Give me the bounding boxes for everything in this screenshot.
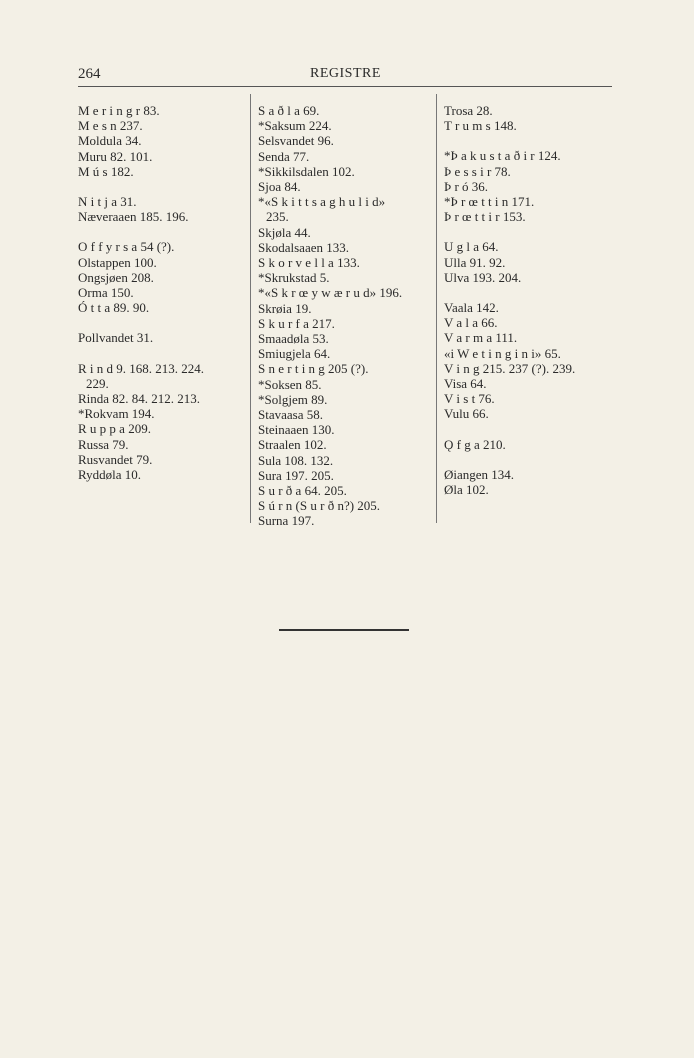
index-entry: Ó t t a 89. 90. bbox=[78, 300, 150, 316]
page-number: 264 bbox=[78, 66, 101, 82]
index-entry: Visa 64. bbox=[444, 376, 487, 392]
entry-gap bbox=[78, 224, 248, 239]
index-entry: *Sikkilsdalen 102. bbox=[258, 163, 355, 179]
index-entry: Þ e s s i r 78. bbox=[444, 163, 511, 179]
index-entry: Ulva 193. 204. bbox=[444, 269, 522, 285]
index-entry: R i n d 9. 168. 213. 224. bbox=[78, 360, 205, 376]
index-entry: Ongsjøen 208. bbox=[78, 269, 154, 285]
column-divider bbox=[250, 94, 251, 523]
index-entry: *Skrukstad 5. bbox=[258, 270, 330, 286]
index-entry: Selsvandet 96. bbox=[258, 133, 334, 149]
index-entry: *Saksum 224. bbox=[258, 118, 332, 134]
index-entry: M e s n 237. bbox=[78, 118, 143, 134]
index-entry: R u p p a 209. bbox=[78, 421, 151, 437]
index-entry: Vaala 142. bbox=[444, 300, 499, 316]
index-column-2 bbox=[258, 103, 436, 529]
column-divider bbox=[436, 94, 437, 523]
index-entry: Orma 150. bbox=[78, 285, 134, 301]
index-entry: Sjoa 84. bbox=[258, 179, 301, 195]
index-entry: T r u m s 148. bbox=[444, 118, 517, 134]
index-entry: Russa 79. bbox=[78, 436, 129, 452]
index-entry: S a ð l a 69. bbox=[258, 103, 320, 118]
index-entry: V i s t 76. bbox=[444, 391, 495, 407]
index-entry: *Solgjem 89. bbox=[258, 391, 328, 407]
index-entry: S k u r f a 217. bbox=[258, 315, 335, 331]
index-entry: V a r m a 111. bbox=[444, 330, 518, 346]
index-entry: V a l a 66. bbox=[444, 315, 498, 331]
index-entry: Sula 108. 132. bbox=[258, 452, 334, 468]
index-entry: Skjøla 44. bbox=[258, 224, 311, 240]
index-entry: Muru 82. 101. bbox=[78, 148, 153, 164]
index-entry: M ú s 182. bbox=[78, 163, 134, 179]
index-entry: Vulu 66. bbox=[444, 406, 489, 422]
index-entry: Øiangen 134. bbox=[444, 466, 515, 482]
index-entry: *Soksen 85. bbox=[258, 376, 322, 392]
index-entry: Rusvandet 79. bbox=[78, 451, 153, 467]
index-entry: «i W e t i n g i n i» 65. bbox=[444, 345, 561, 361]
index-entry-continuation: 235. bbox=[266, 209, 289, 225]
index-entry: Ulla 91. 92. bbox=[444, 254, 506, 270]
index-entry: S k o r v e l l a 133. bbox=[258, 255, 360, 271]
header-rule bbox=[78, 86, 612, 87]
entry-gap bbox=[444, 224, 614, 239]
index-entry: U g l a 64. bbox=[444, 239, 499, 255]
entry-gap bbox=[444, 133, 614, 148]
index-entry: S ú r n (S u r ð n?) 205. bbox=[258, 498, 381, 514]
index-entry: Smiugjela 64. bbox=[258, 346, 331, 362]
index-entry: Smaadøla 53. bbox=[258, 331, 329, 347]
entry-gap bbox=[444, 422, 614, 437]
index-entry: S u r ð a 64. 205. bbox=[258, 483, 347, 499]
index-entry: Olstappen 100. bbox=[78, 254, 157, 270]
index-entry: Þ r œ t t i r 153. bbox=[444, 209, 526, 225]
index-entry: O f f y r s a 54 (?). bbox=[78, 239, 175, 255]
entry-gap bbox=[78, 179, 248, 194]
index-entry: Ryddøla 10. bbox=[78, 467, 142, 483]
index-entry: Straalen 102. bbox=[258, 437, 327, 453]
index-entry: Stavaasa 58. bbox=[258, 407, 323, 423]
index-entry: Rinda 82. 84. 212. 213. bbox=[78, 391, 201, 407]
index-entry: Surna 197. bbox=[258, 513, 315, 529]
index-entry: Steinaaen 130. bbox=[258, 422, 335, 438]
index-entry: S n e r t i n g 205 (?). bbox=[258, 361, 369, 377]
index-entry: Øla 102. bbox=[444, 482, 489, 498]
index-entry: Skodalsaaen 133. bbox=[258, 239, 349, 255]
index-entry: Trosa 28. bbox=[444, 103, 493, 118]
index-entry: M e r i n g r 83. bbox=[78, 103, 160, 118]
index-entry: Ǫ f g a 210. bbox=[444, 436, 506, 452]
end-rule bbox=[279, 629, 409, 631]
entry-gap bbox=[78, 315, 248, 330]
index-column-3 bbox=[444, 103, 614, 497]
index-entry: *Þ r œ t t i n 171. bbox=[444, 194, 535, 210]
index-entry: Pollvandet 31. bbox=[78, 330, 154, 346]
running-head: REGISTRE bbox=[310, 66, 381, 81]
index-entry: Þ r ó 36. bbox=[444, 178, 489, 194]
index-entry-continuation: 229. bbox=[86, 375, 109, 391]
index-entry: *«S k r œ y w æ r u d» 196. bbox=[258, 285, 403, 301]
index-column-1 bbox=[78, 103, 248, 482]
index-entry: *Rokvam 194. bbox=[78, 406, 155, 422]
index-entry: *«S k i t t s a g h u l i d» bbox=[258, 194, 386, 210]
entry-gap bbox=[444, 285, 614, 300]
index-entry: Sura 197. 205. bbox=[258, 467, 334, 483]
index-entry: *Þ a k u s t a ð i r 124. bbox=[444, 148, 561, 164]
entry-gap bbox=[444, 452, 614, 467]
index-entry: N i t j a 31. bbox=[78, 194, 137, 210]
index-entry: Moldula 34. bbox=[78, 133, 142, 149]
index-entry: V i n g 215. 237 (?). 239. bbox=[444, 360, 576, 376]
index-entry: Senda 77. bbox=[258, 148, 310, 164]
index-entry: Næveraaen 185. 196. bbox=[78, 209, 189, 225]
index-entry: Skrøia 19. bbox=[258, 300, 312, 316]
entry-gap bbox=[78, 346, 248, 361]
